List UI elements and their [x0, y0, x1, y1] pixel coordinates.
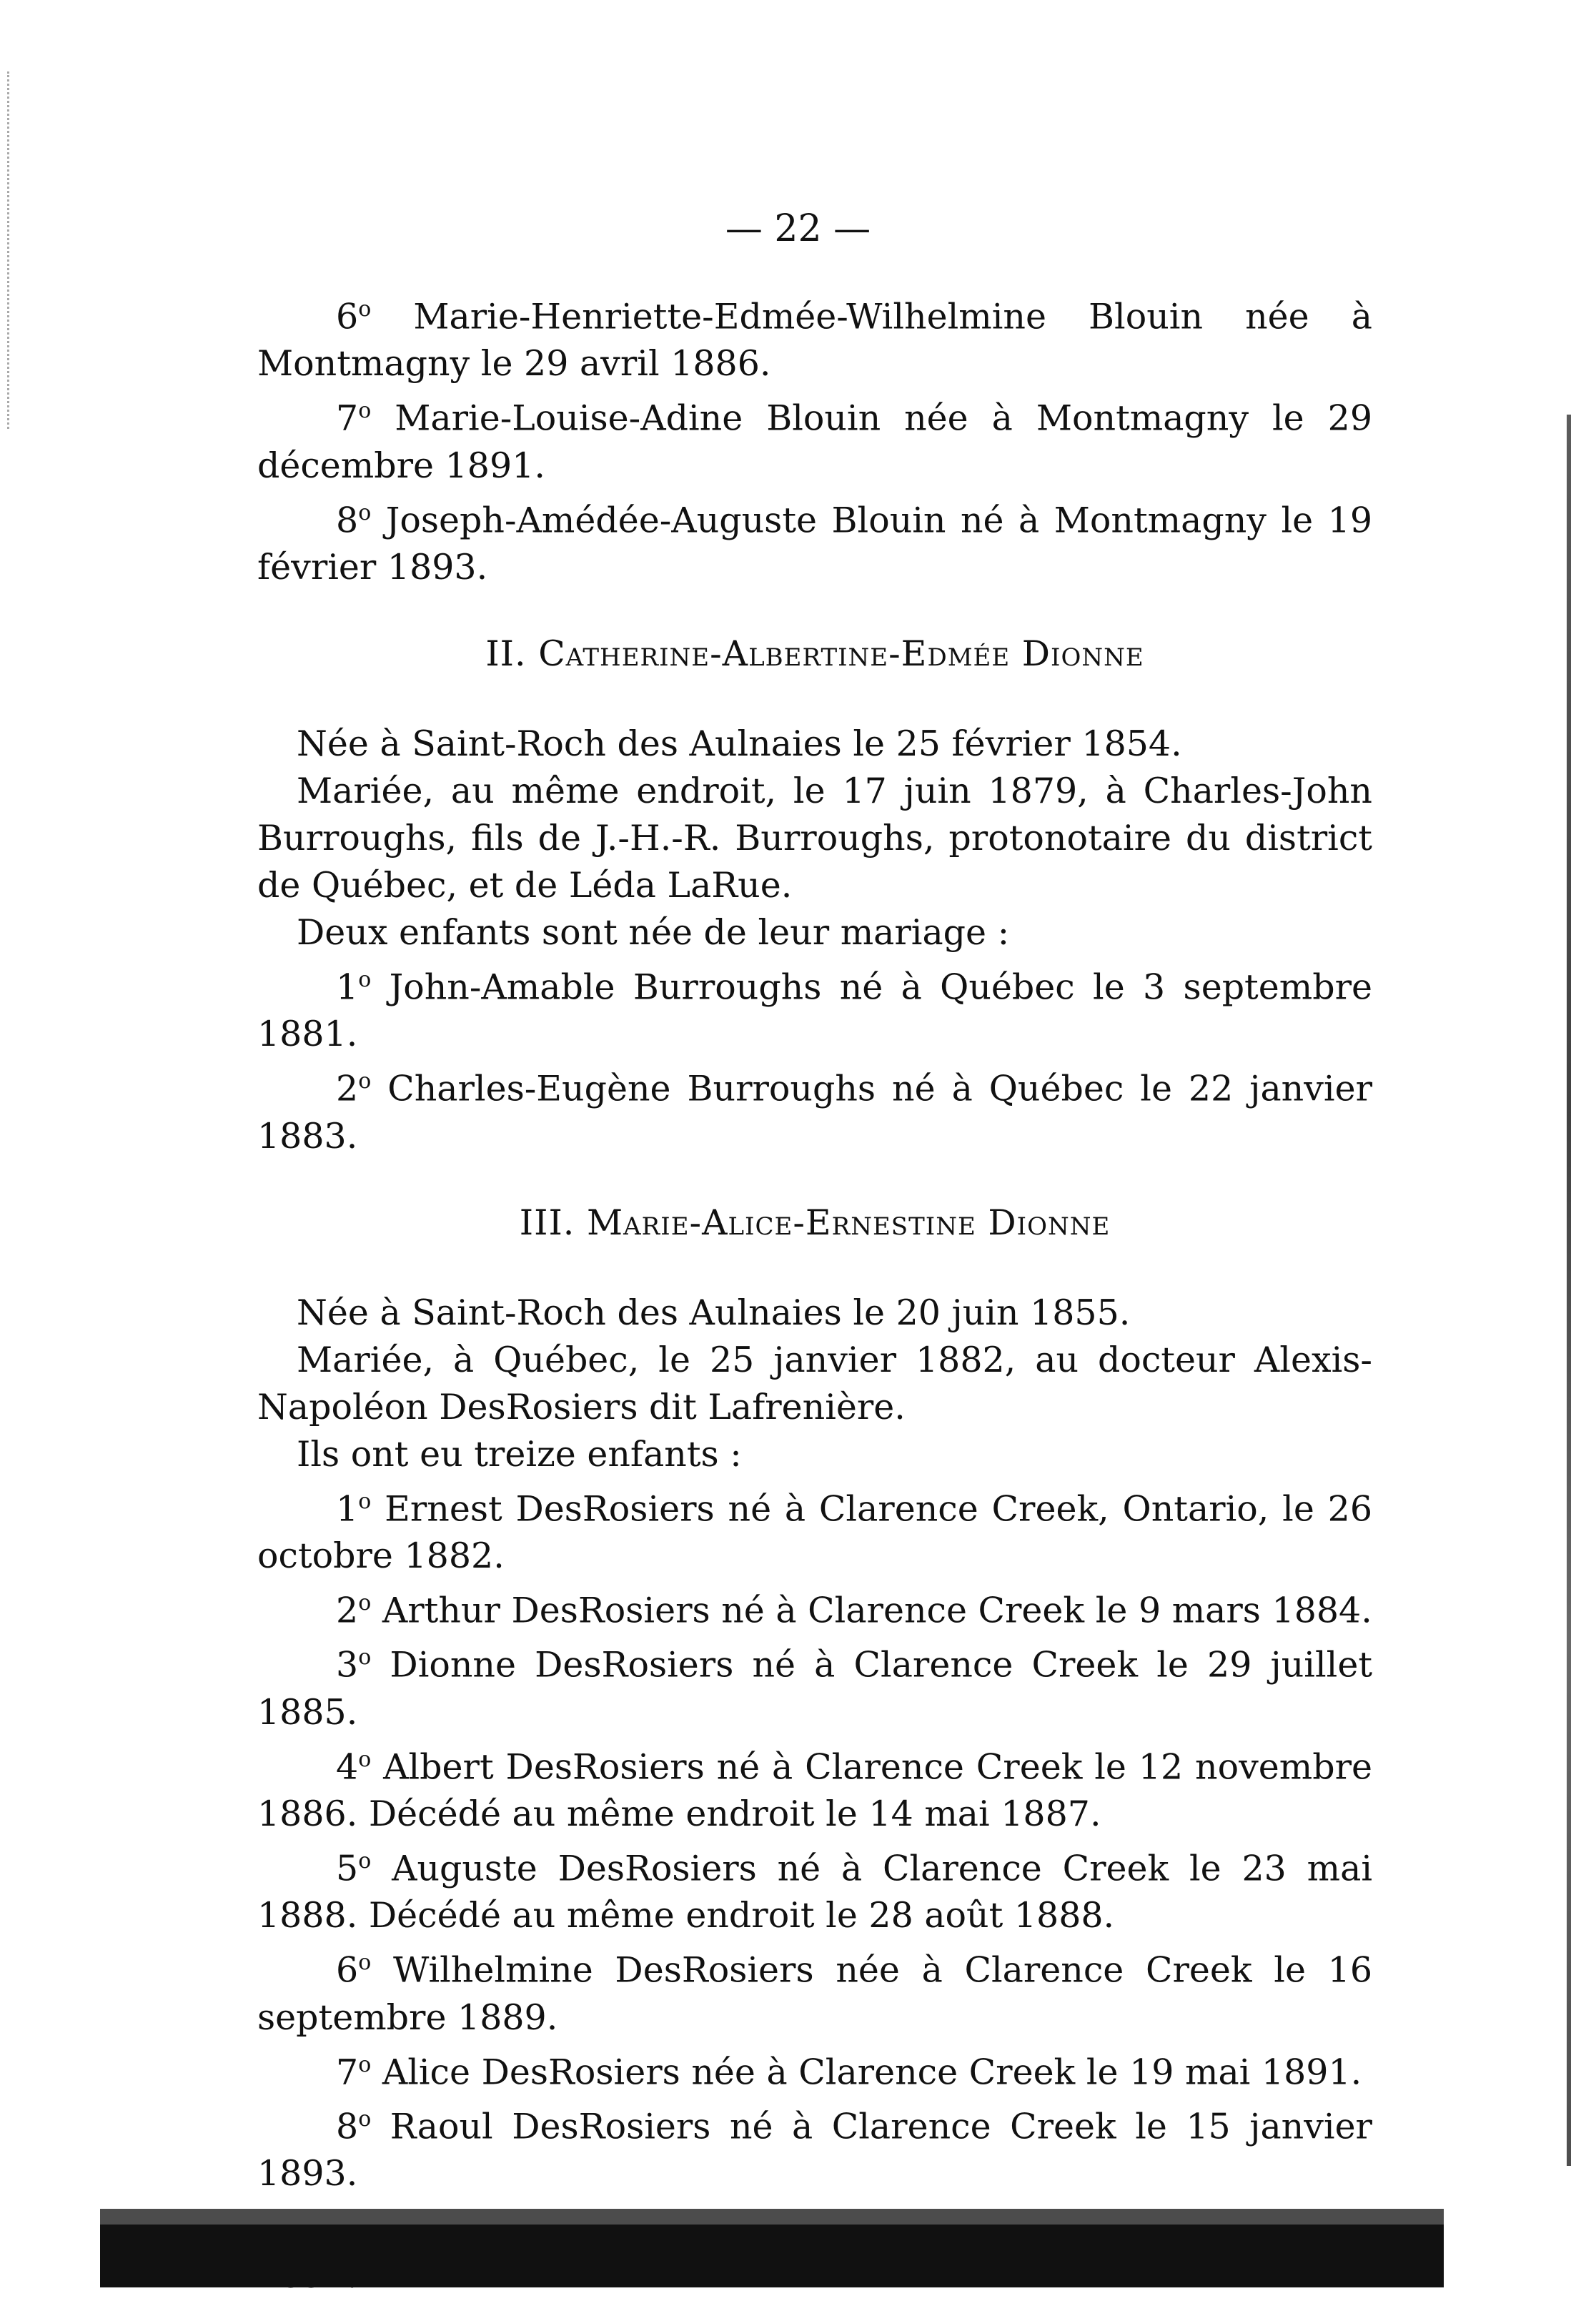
list-item [257, 1478, 1372, 1580]
list-item [257, 956, 1372, 1058]
ordinal-mark: o [358, 1488, 372, 1514]
list-item [257, 1838, 1372, 1939]
item-number [297, 286, 371, 340]
item-number [297, 2042, 371, 2096]
ordinal-mark: o [358, 1645, 372, 1671]
scan-margin-right [1567, 415, 1571, 2166]
item-number [297, 1838, 371, 1892]
ordinal-mark: o [358, 297, 372, 322]
list-item [257, 1736, 1372, 1838]
list-item [257, 2042, 1372, 2096]
list-item [257, 2096, 1372, 2197]
item-number-value: 4 [336, 1746, 359, 1787]
list-item [257, 1580, 1372, 1634]
item-number [297, 490, 371, 544]
item-number [297, 1736, 371, 1791]
item-number-value: 8 [336, 2106, 359, 2147]
list-item [257, 490, 1372, 591]
ordinal-mark: o [358, 2052, 372, 2077]
item-number [297, 1058, 371, 1112]
item-text: Wilhelmine DesRosiers née à Clarence Creek le 16 septembre 1889. [257, 1949, 1372, 2038]
list-item [257, 1058, 1372, 1159]
item-number-value: 8 [336, 499, 359, 540]
ordinal-mark: o [358, 500, 372, 525]
paragraph: Née à Saint-Roch des Aulnaies le 20 juin 1855. [297, 1292, 1131, 1333]
scan-bottom-edge [100, 2209, 1444, 2287]
paragraph: Mariée, au même endroit, le 17 juin 1879, à Charles-John Burroughs, fils de J.-H.-R. Burroughs, protonotaire du district de Québec, et de Léda LaRue. [257, 770, 1372, 906]
item-number [297, 1580, 371, 1634]
item-number-value: 7 [336, 2051, 359, 2092]
item-text: John-Amable Burroughs né à Québec le 3 septembre 1881. [257, 966, 1373, 1055]
item-text: Raoul DesRosiers né à Clarence Creek le 15 janvier 1893. [257, 2106, 1372, 2194]
section-heading: III. Marie-Alice-Ernestine Dionne [519, 1202, 1111, 1243]
item-number-value: 3 [336, 1644, 359, 1686]
list-item [257, 387, 1372, 489]
item-text: Dionne DesRosiers né à Clarence Creek le 29 juillet 1885. [257, 1644, 1373, 1733]
item-text: Marie-Louise-Adine Blouin née à Montmagny le 29 décembre 1891. [257, 397, 1373, 486]
item-number [297, 2096, 371, 2150]
item-number-value: 2 [336, 1590, 359, 1631]
paragraph: Née à Saint-Roch des Aulnaies le 25 février 1854. [297, 723, 1182, 764]
item-number-value: 6 [336, 296, 359, 337]
list-item [257, 1939, 1372, 2041]
list-item [257, 1634, 1372, 1736]
item-text: Charles-Eugène Burroughs né à Québec le 22 janvier 1883. [257, 1068, 1372, 1157]
item-text: Albert DesRosiers né à Clarence Creek le 12 novembre 1886. Décédé au même endroit le 14 mai 1887. [257, 1746, 1373, 1834]
item-number [297, 387, 371, 442]
item-number [297, 1634, 371, 1688]
ordinal-mark: o [358, 1950, 372, 1976]
paragraph: Deux enfants sont née de leur mariage : [297, 911, 1010, 953]
item-number [297, 956, 371, 1011]
item-text: Auguste DesRosiers né à Clarence Creek le 23 mai 1888. Décédé au même endroit le 28 août 1888. [257, 1848, 1372, 1936]
ordinal-mark: o [358, 1069, 372, 1094]
item-text: Marie-Henriette-Edmée-Wilhelmine Blouin née à Montmagny le 29 avril 1886. [257, 296, 1372, 385]
item-number-value: 2 [336, 1068, 359, 1109]
item-number-value: 7 [336, 397, 359, 439]
paragraph: Ils ont eu treize enfants : [297, 1433, 742, 1475]
section-heading: II. Catherine-Albertine-Edmée Dionne [485, 633, 1144, 674]
item-number-value: 1 [336, 1488, 359, 1529]
ordinal-mark: o [358, 1848, 372, 1874]
list-item [257, 286, 1372, 387]
ordinal-mark: o [358, 398, 372, 424]
item-number-value: 5 [336, 1848, 359, 1889]
page-number: — 22 — [725, 207, 871, 250]
item-number [297, 1939, 371, 1994]
item-text: Arthur DesRosiers né à Clarence Creek le 9 mars 1884. [382, 1590, 1372, 1631]
item-number-value: 6 [336, 1949, 359, 1991]
ordinal-mark: o [358, 966, 372, 992]
ordinal-mark: o [358, 1590, 372, 1615]
item-number-value: 1 [336, 966, 359, 1008]
scan-margin-left [7, 71, 38, 429]
page-body [257, 286, 1372, 2300]
ordinal-mark: o [358, 2106, 372, 2132]
ordinal-mark: o [358, 1746, 372, 1772]
paragraph: Mariée, à Québec, le 25 janvier 1882, au docteur Alexis-Napoléon DesRosiers dit Lafrenière. [257, 1339, 1372, 1427]
item-number [297, 1478, 371, 1533]
item-text: Ernest DesRosiers né à Clarence Creek, Ontario, le 26 octobre 1882. [257, 1488, 1372, 1576]
item-text: Alice DesRosiers née à Clarence Creek le 19 mai 1891. [382, 2051, 1362, 2092]
item-text: Joseph-Amédée-Auguste Blouin né à Montmagny le 19 février 1893. [257, 499, 1372, 588]
